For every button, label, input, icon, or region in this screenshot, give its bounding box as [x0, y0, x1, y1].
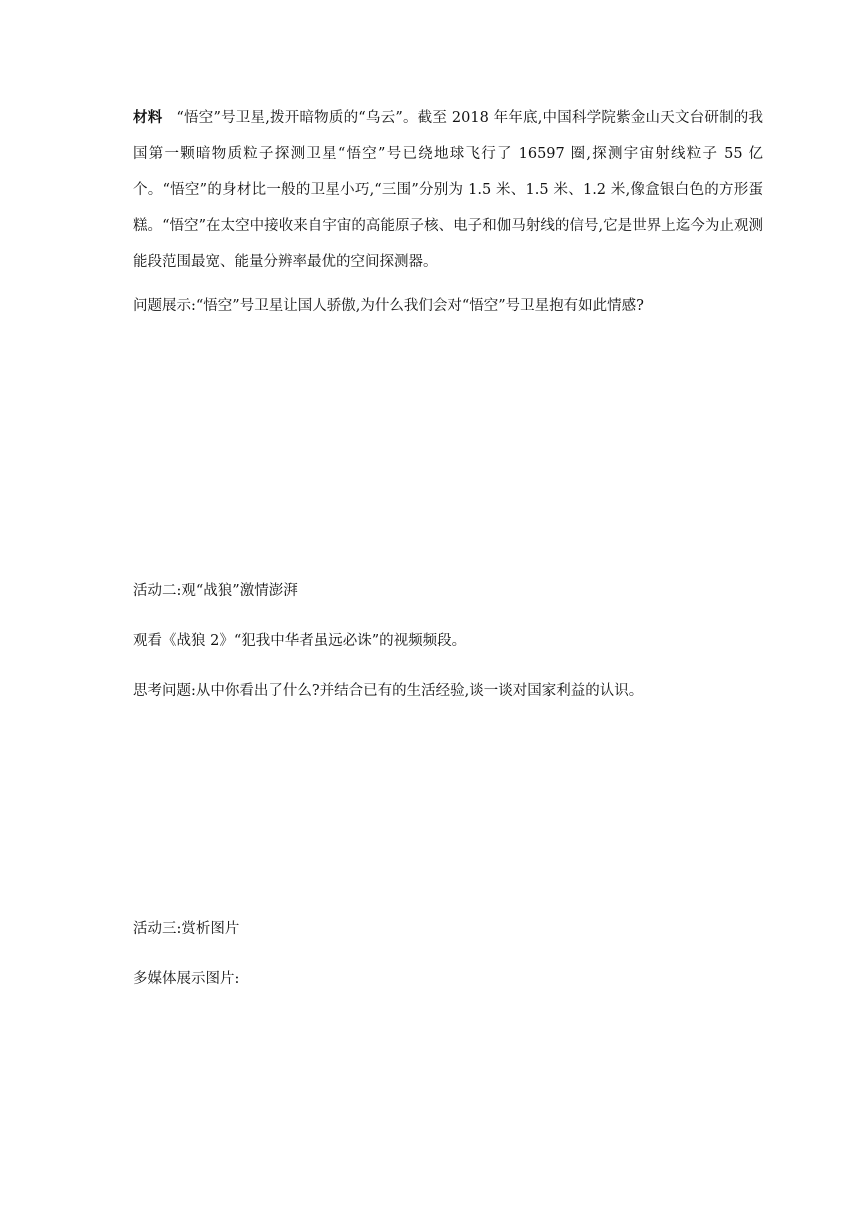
material-paragraph	[133, 100, 763, 280]
question-1: 问题展示:“悟空”号卫星让国人骄傲,为什么我们会对“悟空”号卫星抱有如此情感?	[133, 298, 644, 314]
activity-2-title: 活动二:观“战狼”激情澎湃	[133, 583, 298, 599]
activity-3-title: 活动三:赏析图片	[133, 921, 240, 937]
activity-2-watch-instruction: 观看《战狼 2》“犯我中华者虽远必诛”的视频频段。	[133, 633, 467, 649]
activity-2-think-question: 思考问题:从中你看出了什么?并结合已有的生活经验,谈一谈对国家利益的认识。	[133, 683, 644, 699]
activity-3-show-images: 多媒体展示图片:	[133, 971, 240, 987]
material-label: 材料	[133, 109, 163, 126]
material-text: “悟空”号卫星,拨开暗物质的“乌云”。截至 2018 年年底,中国科学院紫金山天文台研制的我国第一颗暗物质粒子探测卫星“悟空”号已绕地球飞行了 16597 圈,探测宇宙射线粒子 55 亿个。“悟空”的身材比一般的卫星小巧,“三围”分别为 1.5 米、1.5 米、1.2 米,像盒银白色的方形蛋糕。“悟空”在太空中接收来自宇宙的高能原子核、电子和伽马射线的信号,它是世界上迄今为止观测能段范围最宽、能量分辨率最优的空间探测器。	[133, 110, 763, 270]
